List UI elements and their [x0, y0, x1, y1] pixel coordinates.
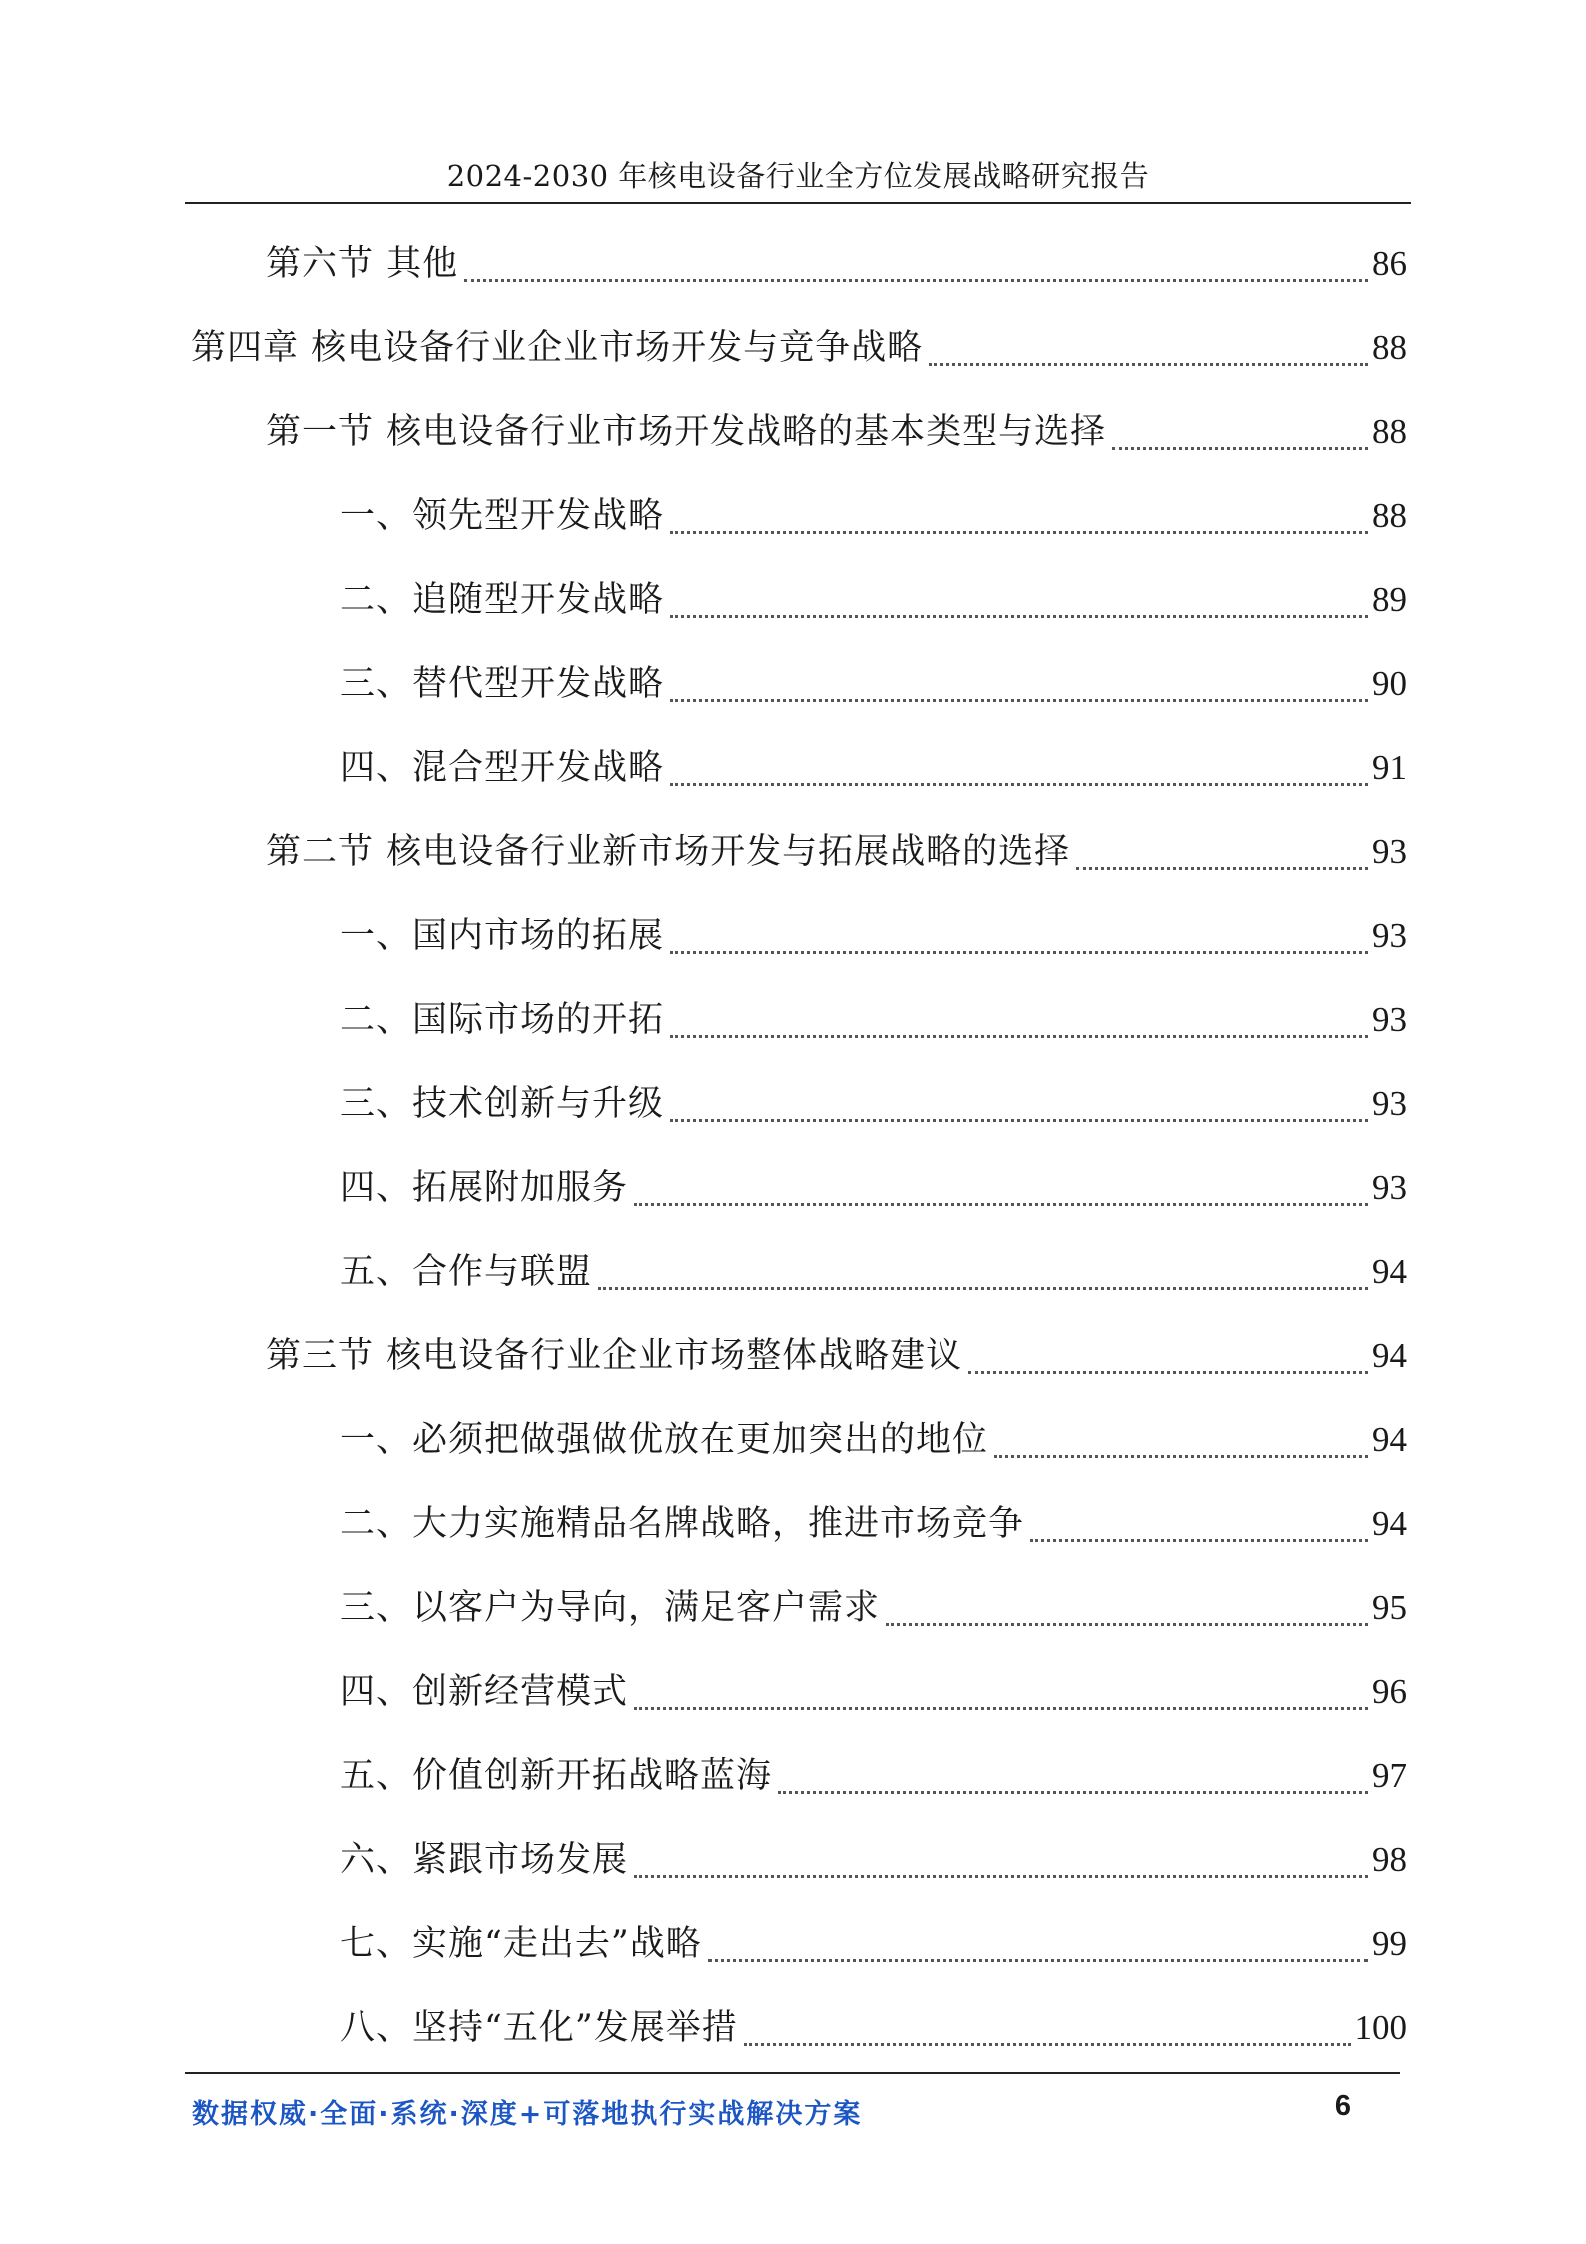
toc-dot-leader — [670, 511, 1368, 534]
page-header-title: 2024-2030 年核电设备行业全方位发展战略研究报告 — [446, 159, 1150, 193]
toc-dot-leader — [994, 1435, 1368, 1458]
toc-entry[interactable] — [185, 1314, 1407, 1398]
toc-entry-label: 五、价值创新开拓战略蓝海 — [340, 1756, 773, 1796]
toc-entry[interactable] — [185, 1818, 1407, 1902]
toc-entry[interactable] — [185, 642, 1407, 726]
toc-dot-leader — [886, 1603, 1368, 1626]
toc-entry[interactable] — [185, 1230, 1407, 1314]
footer-page-number: 6 — [1334, 2090, 1351, 2122]
toc-entry-label: 三、技术创新与升级 — [340, 1084, 665, 1124]
toc-entry-page-number: 93 — [1372, 1168, 1407, 1207]
toc-entry-label: 七、实施“走出去”战略 — [340, 1924, 702, 1964]
toc-dot-leader — [634, 1855, 1368, 1878]
toc-entry-label: 五、合作与联盟 — [340, 1252, 593, 1292]
toc-entry-label: 第四章 核电设备行业企业市场开发与竞争战略 — [191, 328, 924, 368]
toc-entry-page-number: 98 — [1372, 1840, 1407, 1879]
toc-entry-label: 一、国内市场的拓展 — [340, 916, 665, 956]
toc-entry-page-number: 99 — [1372, 1924, 1407, 1963]
toc-dot-leader — [464, 259, 1368, 282]
toc-entry-page-number: 100 — [1354, 2008, 1407, 2047]
toc-entry-label: 第六节 其他 — [266, 244, 459, 284]
toc-entry-label: 一、领先型开发战略 — [340, 496, 665, 536]
toc-dot-leader — [670, 763, 1368, 786]
toc-entry[interactable] — [185, 1398, 1407, 1482]
toc-entry[interactable] — [185, 978, 1407, 1062]
toc-entry[interactable] — [185, 558, 1407, 642]
toc-entry-page-number: 94 — [1372, 1504, 1407, 1543]
toc-entry-page-number: 93 — [1372, 1084, 1407, 1123]
toc-dot-leader — [670, 595, 1368, 618]
toc-entry-label: 第三节 核电设备行业企业市场整体战略建议 — [266, 1336, 963, 1376]
toc-entry-page-number: 93 — [1372, 916, 1407, 955]
toc-dot-leader — [670, 679, 1368, 702]
toc-entry-label: 一、必须把做强做优放在更加突出的地位 — [340, 1420, 989, 1460]
toc-entry-label: 三、以客户为导向，满足客户需求 — [340, 1588, 881, 1628]
toc-dot-leader — [1030, 1519, 1368, 1542]
toc-entry-page-number: 94 — [1372, 1252, 1407, 1291]
toc-entry[interactable] — [185, 1902, 1407, 1986]
toc-entry-page-number: 97 — [1372, 1756, 1407, 1795]
toc-entry-page-number: 88 — [1372, 496, 1407, 535]
toc-entry-label: 二、追随型开发战略 — [340, 580, 665, 620]
toc-entry-label: 第一节 核电设备行业市场开发战略的基本类型与选择 — [266, 412, 1107, 452]
toc-entry[interactable] — [185, 1734, 1407, 1818]
toc-dot-leader — [1076, 847, 1368, 870]
toc-entry-page-number: 93 — [1372, 832, 1407, 871]
page-footer — [185, 2072, 1400, 2134]
toc-entry-label: 四、拓展附加服务 — [340, 1168, 629, 1208]
toc-dot-leader — [634, 1687, 1368, 1710]
toc-entry-page-number: 94 — [1372, 1336, 1407, 1375]
toc-entry-page-number: 90 — [1372, 664, 1407, 703]
toc-entry-page-number: 96 — [1372, 1672, 1407, 1711]
toc-entry[interactable] — [185, 1482, 1407, 1566]
toc-dot-leader — [634, 1183, 1368, 1206]
toc-entry-page-number: 93 — [1372, 1000, 1407, 1039]
toc-entry[interactable] — [185, 1650, 1407, 1734]
toc-dot-leader — [929, 343, 1368, 366]
toc-entry[interactable] — [185, 1986, 1407, 2070]
toc-entry[interactable] — [185, 1146, 1407, 1230]
toc-entry[interactable] — [185, 726, 1407, 810]
toc-entry-page-number: 89 — [1372, 580, 1407, 619]
toc-entry[interactable] — [185, 222, 1407, 306]
toc-entry-label: 三、替代型开发战略 — [340, 664, 665, 704]
toc-dot-leader — [598, 1267, 1368, 1290]
toc-entry-page-number: 86 — [1372, 244, 1407, 283]
toc-entry-label: 四、混合型开发战略 — [340, 748, 665, 788]
page-header — [185, 152, 1411, 204]
toc-entry[interactable] — [185, 1566, 1407, 1650]
footer-slogan: 数据权威·全面·系统·深度+可落地执行实战解决方案 — [192, 2099, 863, 2130]
toc-dot-leader — [968, 1351, 1368, 1374]
toc-entry[interactable] — [185, 306, 1407, 390]
toc-entry[interactable] — [185, 390, 1407, 474]
toc-entry-label: 六、紧跟市场发展 — [340, 1840, 629, 1880]
toc-entry-page-number: 94 — [1372, 1420, 1407, 1459]
toc-entry-label: 二、大力实施精品名牌战略，推进市场竞争 — [340, 1504, 1025, 1544]
toc-dot-leader — [670, 931, 1368, 954]
toc-entry-page-number: 95 — [1372, 1588, 1407, 1627]
toc-entry-label: 二、国际市场的开拓 — [340, 1000, 665, 1040]
toc-dot-leader — [778, 1771, 1368, 1794]
toc-entry-label: 八、坚持“五化”发展举措 — [340, 2008, 738, 2048]
toc-entry[interactable] — [185, 810, 1407, 894]
toc-dot-leader — [708, 1939, 1368, 1962]
toc-dot-leader — [744, 2023, 1351, 2046]
toc-entry[interactable] — [185, 894, 1407, 978]
toc-entry-page-number: 88 — [1372, 412, 1407, 451]
toc-entry[interactable] — [185, 1062, 1407, 1146]
toc-entry-page-number: 91 — [1372, 748, 1407, 787]
toc-entry-label: 四、创新经营模式 — [340, 1672, 629, 1712]
toc-entry-label: 第二节 核电设备行业新市场开发与拓展战略的选择 — [266, 832, 1071, 872]
toc-dot-leader — [670, 1015, 1368, 1038]
toc-entry[interactable] — [185, 474, 1407, 558]
toc-dot-leader — [670, 1099, 1368, 1122]
table-of-contents — [185, 222, 1407, 2070]
toc-entry-page-number: 88 — [1372, 328, 1407, 367]
toc-dot-leader — [1112, 427, 1368, 450]
